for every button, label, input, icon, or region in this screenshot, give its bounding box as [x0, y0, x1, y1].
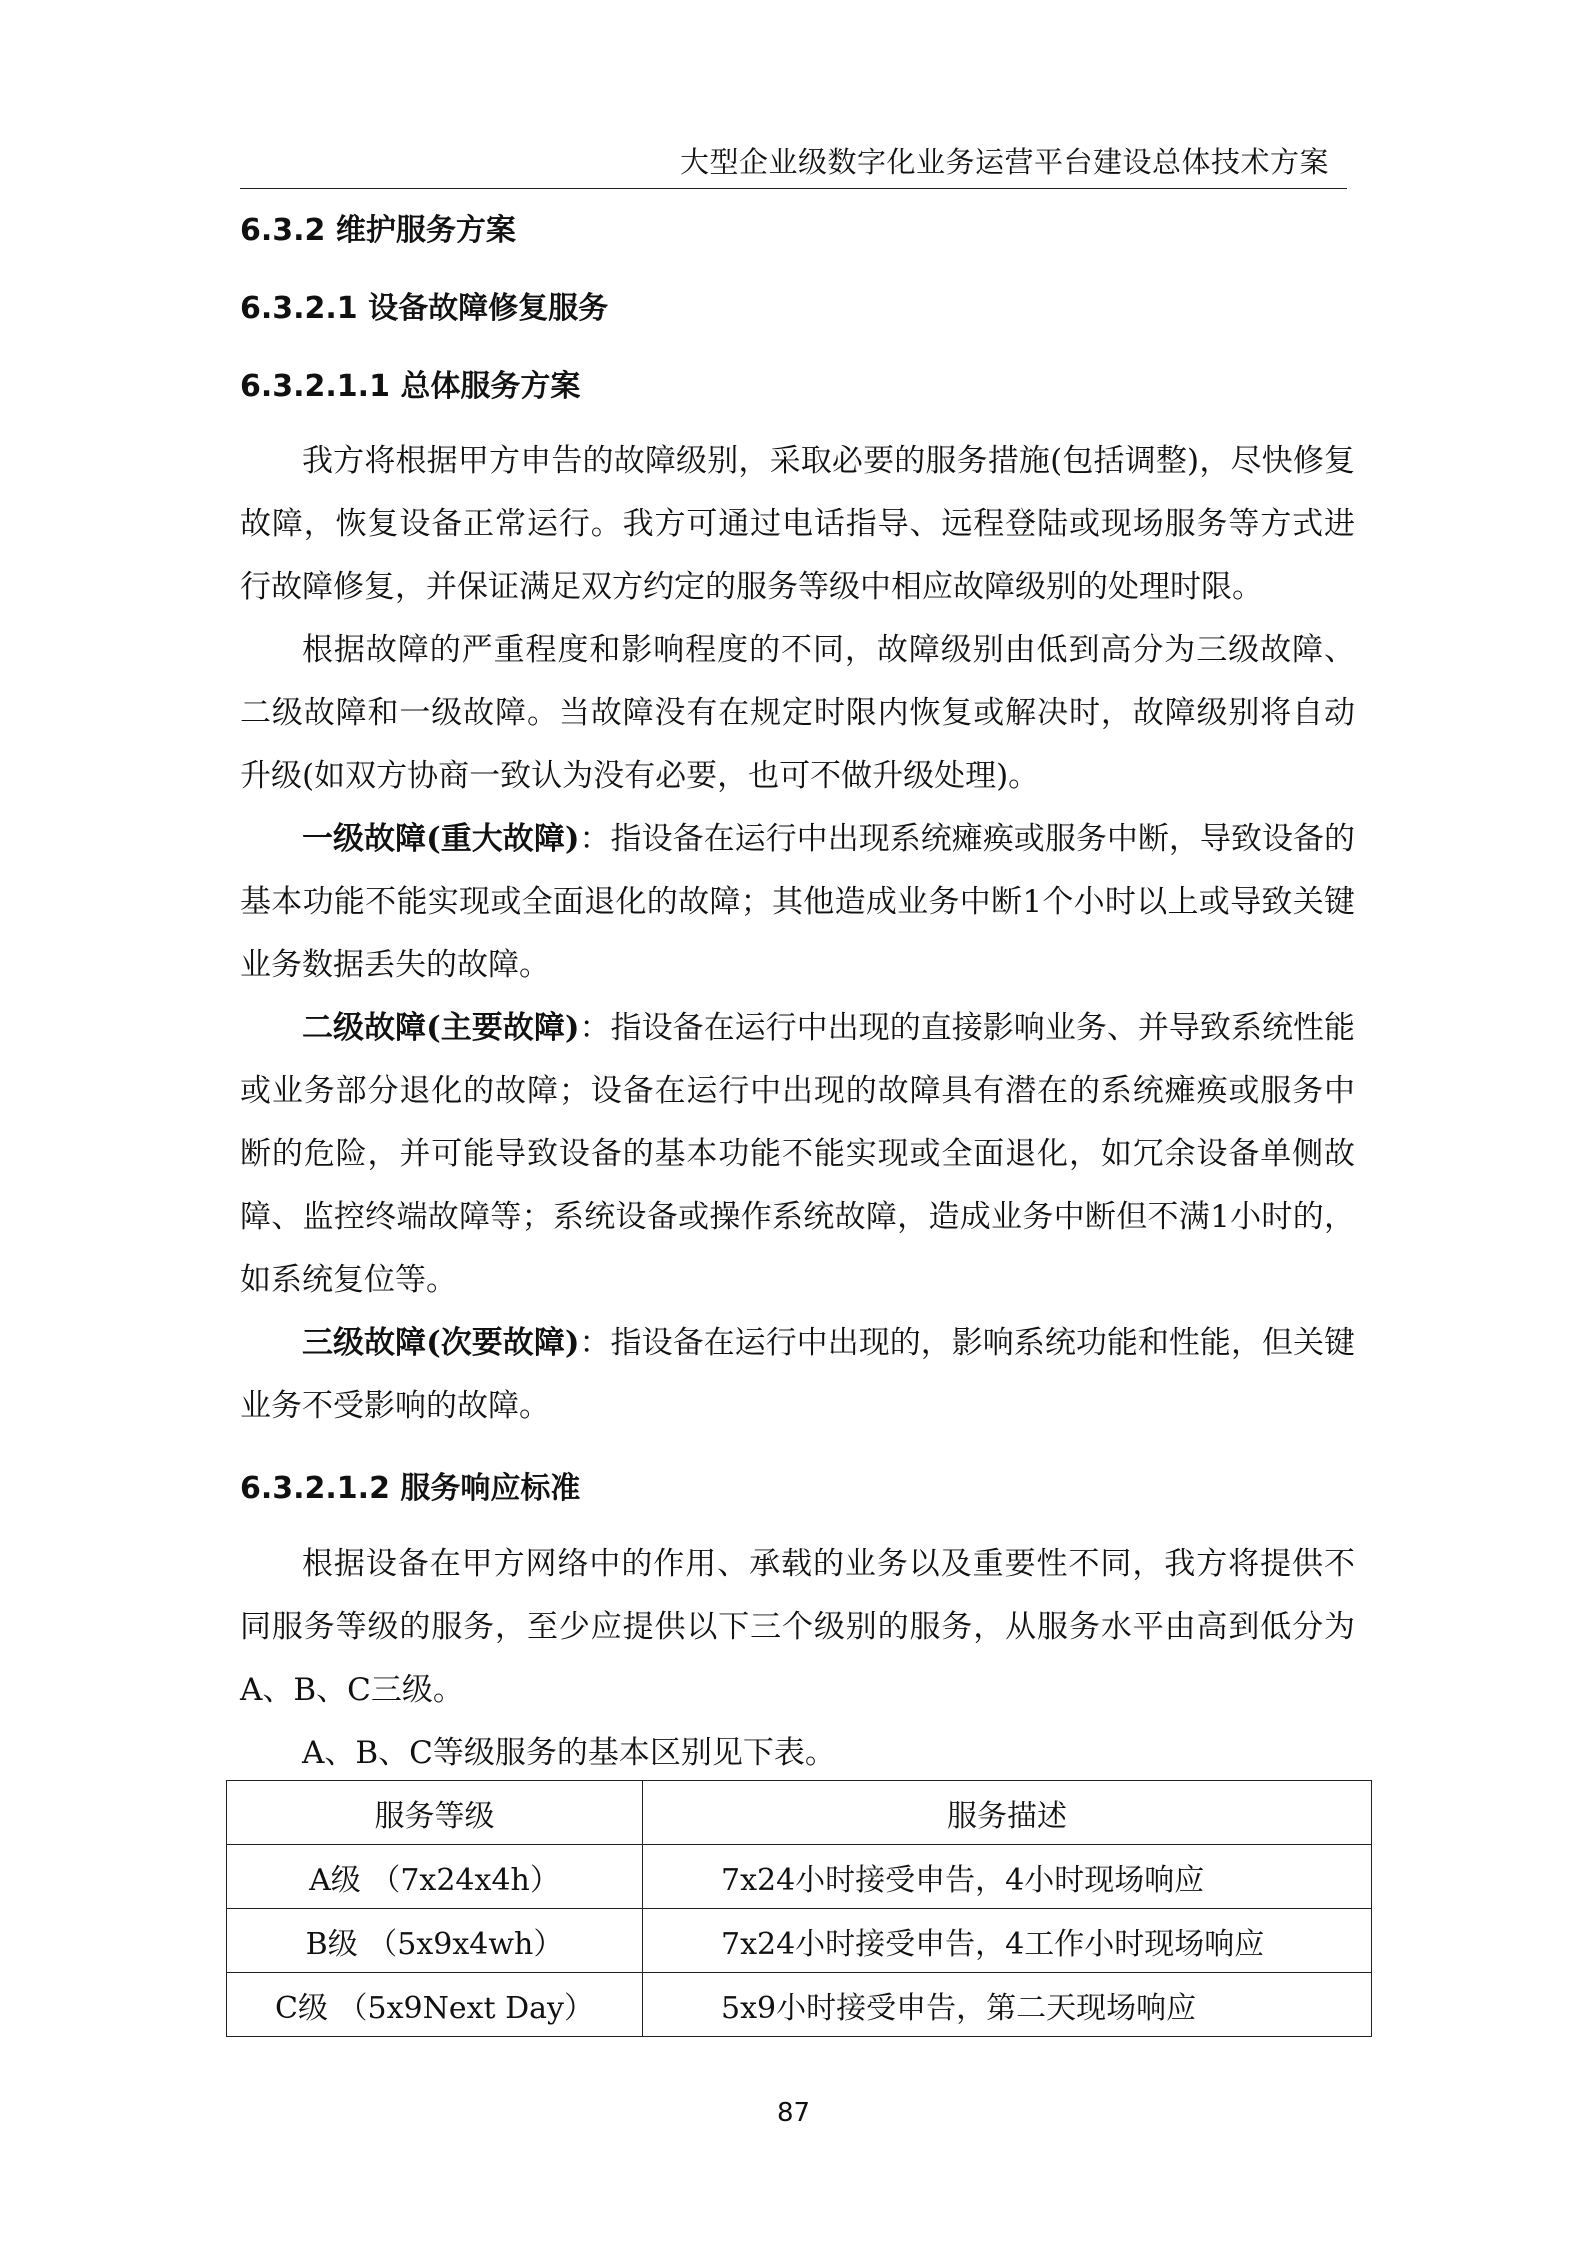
- level-1-text: ：指设备在运行中出现系统瘫痪或服务中断，导致设备的基本功能不能实现或全面退化的故障；其他造成业务中断1个小时以上或导致关键业务数据丢失的故障。: [240, 821, 1355, 983]
- heading-6-3-2-1: 6.3.2.1 设备故障修复服务: [240, 291, 609, 326]
- description-cell: 5x9小时接受申告，第二天现场响应: [643, 1973, 1372, 2037]
- header-rule: [240, 188, 1347, 189]
- paragraph-overall-plan: 我方将根据甲方申告的故障级别，采取必要的服务措施(包括调整)，尽快修复故障，恢复设备正常运行。我方可通过电话指导、远程登陆或现场服务等方式进行故障修复，并保证满足双方约定的服务等级中相应故障级别的处理时限。: [240, 443, 1355, 605]
- paragraph-level-3: [240, 1312, 1355, 1438]
- running-header: 大型企业级数字化业务运营平台建设总体技术方案: [679, 145, 1329, 179]
- level-3-text: ：指设备在运行中出现的，影响系统功能和性能，但关键业务不受影响的故障。: [240, 1325, 1355, 1424]
- level-cell: B级 （5x9x4wh）: [227, 1909, 643, 1973]
- page-number: 87: [776, 2098, 811, 2128]
- heading-6-3-2-1-2: 6.3.2.1.2 服务响应标准: [240, 1471, 581, 1506]
- table-row: [227, 1909, 1372, 1973]
- level-2-text: ：指设备在运行中出现的直接影响业务、并导致系统性能或业务部分退化的故障；设备在运行中出现的故障具有潜在的系统瘫痪或服务中断的危险，并可能导致设备的基本功能不能实现或全面退化，如冗余设备单侧故障、监控终端故障等；系统设备或操作系统故障，造成业务中断但不满1小时的，如系统复位等。: [240, 1010, 1355, 1298]
- service-level-table: [226, 1780, 1372, 2037]
- level-2-label: 二级故障(主要故障): [302, 1010, 580, 1046]
- level-cell: C级 （5x9Next Day）: [227, 1973, 643, 2037]
- header-service-level: 服务等级: [227, 1781, 643, 1845]
- paragraph-table-intro: A、B、C等级服务的基本区别见下表。: [302, 1735, 836, 1771]
- table-row: [227, 1973, 1372, 2037]
- table-row: [227, 1845, 1372, 1909]
- level-3-label: 三级故障(次要故障): [302, 1325, 580, 1361]
- level-1-label: 一级故障(重大故障): [302, 821, 580, 857]
- level-cell: A级 （7x24x4h）: [227, 1845, 643, 1909]
- description-cell: 7x24小时接受申告，4工作小时现场响应: [643, 1909, 1372, 1973]
- paragraph-fault-levels: 根据故障的严重程度和影响程度的不同，故障级别由低到高分为三级故障、二级故障和一级故障。当故障没有在规定时限内恢复或解决时，故障级别将自动升级(如双方协商一致认为没有必要，也可不做升级处理)。: [240, 632, 1355, 794]
- paragraph-service-levels: 根据设备在甲方网络中的作用、承载的业务以及重要性不同，我方将提供不同服务等级的服务，至少应提供以下三个级别的服务，从服务水平由高到低分为A、B、C三级。: [240, 1546, 1355, 1708]
- header-service-description: 服务描述: [643, 1781, 1372, 1845]
- heading-6-3-2-1-1: 6.3.2.1.1 总体服务方案: [240, 369, 581, 404]
- description-cell: 7x24小时接受申告，4小时现场响应: [643, 1845, 1372, 1909]
- table-header-row: [227, 1781, 1372, 1845]
- paragraph-level-2: [240, 997, 1355, 1312]
- paragraph-level-1: [240, 808, 1355, 997]
- heading-6-3-2: 6.3.2 维护服务方案: [240, 213, 516, 248]
